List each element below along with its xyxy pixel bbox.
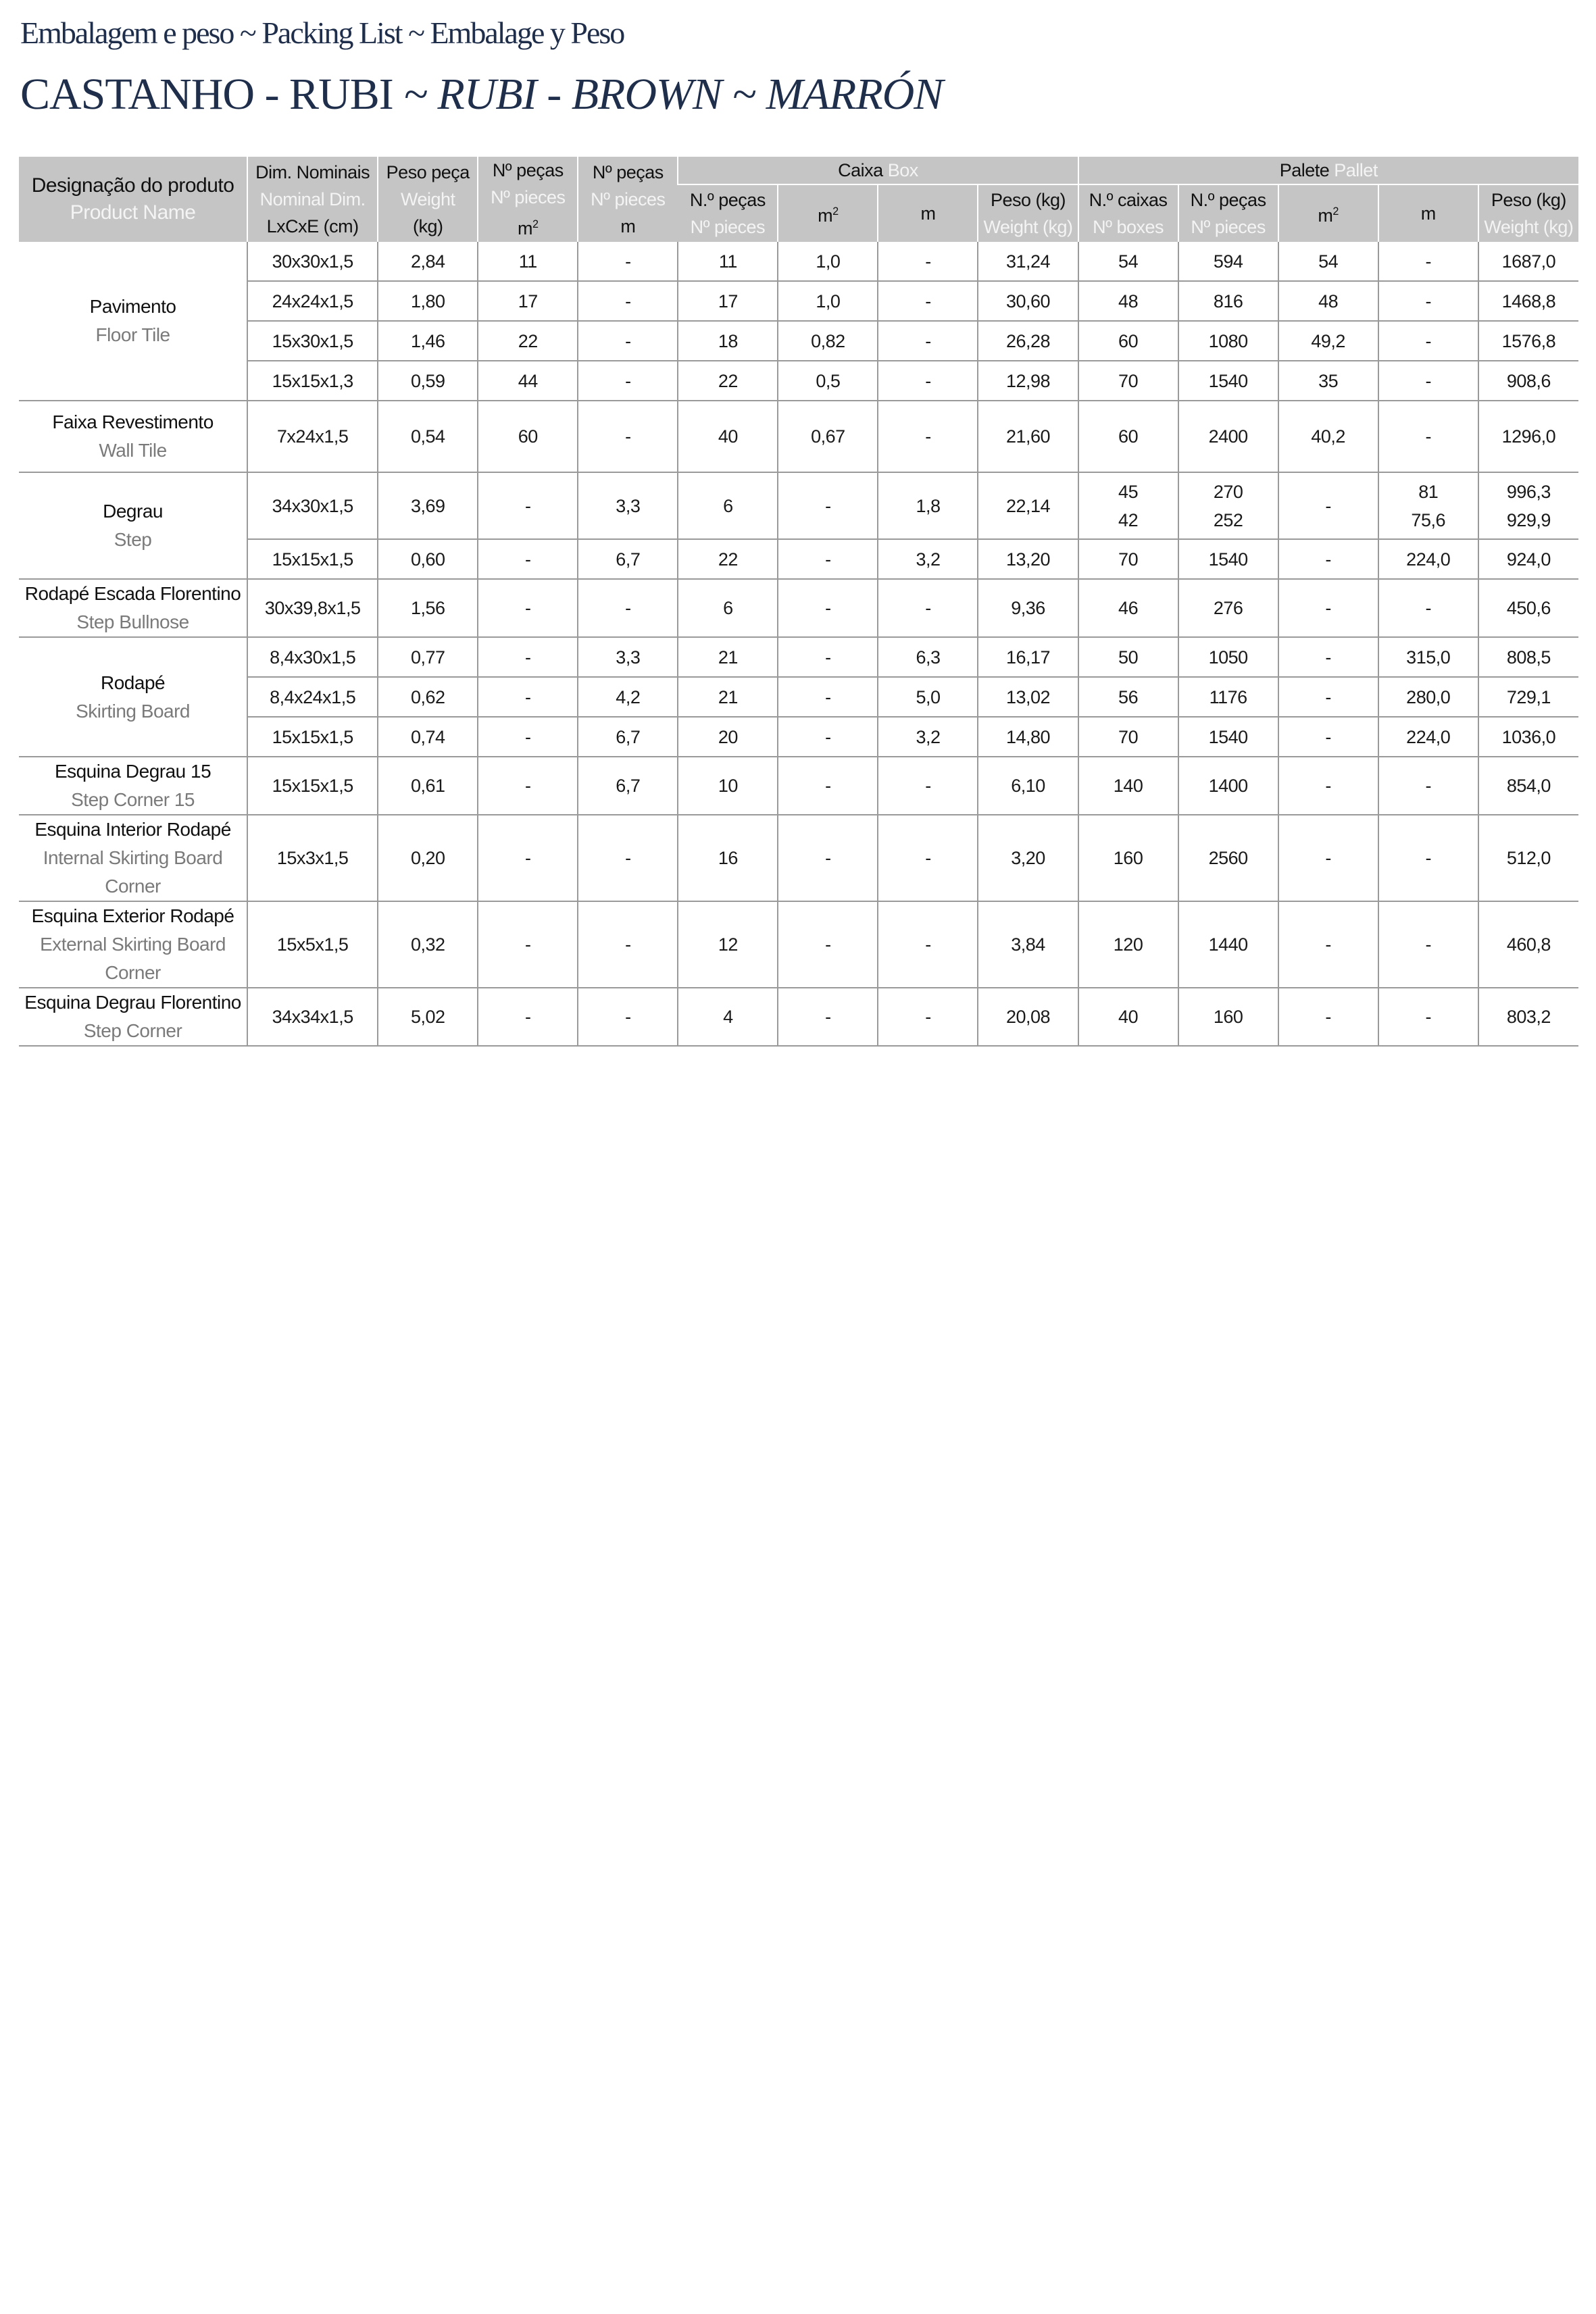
table-row — [19, 472, 1578, 539]
weight-cell: 1,80 — [378, 281, 478, 321]
pieces-m-cell: 3,3 — [578, 472, 678, 539]
pallet-m-cell: - — [1378, 901, 1478, 988]
box-pieces-cell: 22 — [678, 361, 778, 401]
product-name-cell — [19, 401, 247, 472]
table-row — [19, 815, 1578, 901]
pieces-m-cell: 6,7 — [578, 539, 678, 579]
box-pieces-cell: 21 — [678, 677, 778, 717]
box-m-cell: - — [878, 815, 978, 901]
pallet-boxes-cell: 160 — [1078, 815, 1178, 901]
pallet-m-cell: - — [1378, 242, 1478, 281]
table-row — [19, 677, 1578, 717]
weight-cell: 0,74 — [378, 717, 478, 757]
pallet-weight-cell: 808,5 — [1478, 637, 1578, 677]
box-weight-cell: 26,28 — [978, 321, 1078, 361]
table-row — [19, 717, 1578, 757]
pallet-m2-cell: - — [1278, 472, 1378, 539]
cell-value: 996,3 — [1506, 481, 1551, 502]
pallet-m-cell: 280,0 — [1378, 677, 1478, 717]
pallet-boxes-cell — [1078, 472, 1178, 539]
header-box-weight-pt: Peso (kg) — [990, 190, 1066, 210]
box-pieces-cell: 17 — [678, 281, 778, 321]
box-pieces-cell: 10 — [678, 757, 778, 815]
header-pallet-m: m — [1378, 184, 1478, 242]
header-box-m: m — [878, 184, 978, 242]
weight-cell: 3,69 — [378, 472, 478, 539]
box-m2-cell: - — [778, 472, 878, 539]
header-pieces-m-en: Nº pieces — [591, 189, 666, 209]
pallet-pieces-cell: 160 — [1178, 988, 1278, 1046]
pieces-m-cell: 6,7 — [578, 717, 678, 757]
box-m2-cell: 0,82 — [778, 321, 878, 361]
pallet-m2-cell: 40,2 — [1278, 401, 1378, 472]
box-pieces-cell: 12 — [678, 901, 778, 988]
header-pallet-pt: Palete — [1279, 160, 1330, 180]
box-weight-cell: 14,80 — [978, 717, 1078, 757]
header-box-pt: Caixa — [838, 160, 883, 180]
product-name-cell — [19, 757, 247, 815]
pallet-pieces-cell: 816 — [1178, 281, 1278, 321]
box-m2-cell: 0,67 — [778, 401, 878, 472]
header-box-weight — [978, 184, 1078, 242]
cell-value-second: 75,6 — [1411, 509, 1445, 530]
pieces-m2-cell: - — [478, 757, 578, 815]
pallet-m2-cell: - — [1278, 757, 1378, 815]
dim-cell: 15x3x1,5 — [247, 815, 378, 901]
box-pieces-cell: 16 — [678, 815, 778, 901]
header-pieces-m-unit: m — [620, 216, 636, 236]
pallet-m2-cell: 35 — [1278, 361, 1378, 401]
product-name-en: External Skirting Board Corner — [40, 934, 226, 983]
product-name-pt: Faixa Revestimento — [52, 411, 214, 432]
pallet-boxes-cell: 56 — [1078, 677, 1178, 717]
packing-list-table — [19, 157, 1578, 1047]
box-m2-cell: 0,5 — [778, 361, 878, 401]
pallet-boxes-cell: 60 — [1078, 401, 1178, 472]
pallet-boxes-cell: 70 — [1078, 539, 1178, 579]
header-weight-unit: (kg) — [412, 216, 443, 236]
pallet-m-cell: 224,0 — [1378, 539, 1478, 579]
cell-value-second: 42 — [1118, 509, 1139, 530]
header-pallet-boxes — [1078, 184, 1178, 242]
header-pieces-m2 — [478, 157, 578, 242]
dim-cell: 34x34x1,5 — [247, 988, 378, 1046]
box-weight-cell: 16,17 — [978, 637, 1078, 677]
dim-cell: 15x15x1,5 — [247, 717, 378, 757]
product-name-en: Internal Skirting Board Corner — [43, 847, 223, 897]
pieces-m2-cell: 60 — [478, 401, 578, 472]
dim-cell: 15x30x1,5 — [247, 321, 378, 361]
dim-cell: 8,4x24x1,5 — [247, 677, 378, 717]
box-pieces-cell: 20 — [678, 717, 778, 757]
weight-cell: 1,56 — [378, 579, 478, 637]
header-product-name — [19, 157, 247, 242]
table-row — [19, 579, 1578, 637]
header-product-en: Product Name — [70, 201, 196, 224]
product-name-en: Step Corner 15 — [71, 789, 195, 810]
pallet-weight-cell: 854,0 — [1478, 757, 1578, 815]
box-pieces-cell: 18 — [678, 321, 778, 361]
header-pallet-pieces-pt: N.º peças — [1190, 190, 1266, 210]
box-m-cell: - — [878, 757, 978, 815]
cell-value: 45 — [1118, 481, 1139, 502]
pieces-m-cell: - — [578, 321, 678, 361]
product-name-en: Step Corner — [83, 1020, 182, 1041]
box-m-cell: - — [878, 321, 978, 361]
pallet-m-cell: - — [1378, 579, 1478, 637]
pallet-m-cell: - — [1378, 281, 1478, 321]
product-name-pt: Esquina Degrau 15 — [54, 761, 211, 782]
pieces-m-cell: - — [578, 361, 678, 401]
header-pallet-pieces-en: Nº pieces — [1191, 217, 1266, 237]
pallet-pieces-cell: 1400 — [1178, 757, 1278, 815]
pallet-m-cell: - — [1378, 988, 1478, 1046]
pallet-m2-cell: - — [1278, 815, 1378, 901]
box-m-cell: 1,8 — [878, 472, 978, 539]
dim-cell: 15x15x1,5 — [247, 539, 378, 579]
dim-cell: 15x5x1,5 — [247, 901, 378, 988]
product-name-en: Wall Tile — [99, 440, 167, 461]
header-pieces-m — [578, 157, 678, 242]
product-name-cell — [19, 988, 247, 1046]
pallet-weight-cell: 512,0 — [1478, 815, 1578, 901]
product-name-en: Step Bullnose — [76, 611, 189, 632]
pallet-m2-cell: - — [1278, 988, 1378, 1046]
weight-cell: 0,60 — [378, 539, 478, 579]
pallet-m2-cell: - — [1278, 539, 1378, 579]
header-box-weight-en: Weight (kg) — [983, 217, 1073, 237]
box-m2-cell: - — [778, 901, 878, 988]
pallet-boxes-cell: 54 — [1078, 242, 1178, 281]
weight-cell: 1,46 — [378, 321, 478, 361]
header-pieces-m-pt: Nº peças — [592, 162, 664, 182]
header-pieces-m2-unit: $m^2$ — [518, 218, 539, 238]
pieces-m-cell: - — [578, 901, 678, 988]
pieces-m2-cell: - — [478, 717, 578, 757]
header-pallet-weight-en: Weight (kg) — [1484, 217, 1574, 237]
pallet-weight-cell: 908,6 — [1478, 361, 1578, 401]
box-pieces-cell: 22 — [678, 539, 778, 579]
header-pallet-pieces — [1178, 184, 1278, 242]
weight-cell: 0,20 — [378, 815, 478, 901]
product-name-cell — [19, 242, 247, 401]
product-name-en: Step — [114, 529, 152, 550]
weight-cell: 0,32 — [378, 901, 478, 988]
pallet-m-cell: 224,0 — [1378, 717, 1478, 757]
pieces-m-cell: - — [578, 401, 678, 472]
pallet-boxes-cell: 140 — [1078, 757, 1178, 815]
box-weight-cell: 9,36 — [978, 579, 1078, 637]
pieces-m-cell: - — [578, 579, 678, 637]
box-m2-cell: - — [778, 757, 878, 815]
pallet-pieces-cell: 1540 — [1178, 717, 1278, 757]
product-name-cell — [19, 579, 247, 637]
header-box-group — [678, 157, 1078, 184]
box-weight-cell: 22,14 — [978, 472, 1078, 539]
cell-value: 81 — [1418, 481, 1439, 502]
pallet-m2-cell: - — [1278, 637, 1378, 677]
pallet-m-cell: - — [1378, 321, 1478, 361]
weight-cell: 0,59 — [378, 361, 478, 401]
dim-cell: 15x15x1,3 — [247, 361, 378, 401]
pallet-m2-cell: 54 — [1278, 242, 1378, 281]
pallet-m-cell: - — [1378, 815, 1478, 901]
box-m2-cell: 1,0 — [778, 281, 878, 321]
pieces-m2-cell: - — [478, 579, 578, 637]
box-m-cell: - — [878, 242, 978, 281]
box-m-cell: 6,3 — [878, 637, 978, 677]
pieces-m-cell: - — [578, 281, 678, 321]
pieces-m2-cell: 22 — [478, 321, 578, 361]
box-weight-cell: 3,84 — [978, 901, 1078, 988]
pallet-m-cell: 315,0 — [1378, 637, 1478, 677]
box-m-cell: - — [878, 281, 978, 321]
header-box-en: Box — [887, 160, 918, 180]
pallet-weight-cell: 460,8 — [1478, 901, 1578, 988]
header-dim-pt: Dim. Nominais — [255, 162, 370, 182]
pieces-m2-cell: - — [478, 677, 578, 717]
pallet-pieces-cell: 2400 — [1178, 401, 1278, 472]
box-m2-cell: - — [778, 677, 878, 717]
pallet-pieces-cell: 1050 — [1178, 637, 1278, 677]
product-name-cell — [19, 637, 247, 757]
box-pieces-cell: 6 — [678, 579, 778, 637]
pallet-m-cell: - — [1378, 361, 1478, 401]
weight-cell: 0,62 — [378, 677, 478, 717]
product-name-en: Skirting Board — [76, 700, 190, 722]
header-pallet-en: Pallet — [1334, 160, 1378, 180]
pallet-boxes-cell: 48 — [1078, 281, 1178, 321]
pieces-m2-cell: - — [478, 988, 578, 1046]
pallet-weight-cell: 450,6 — [1478, 579, 1578, 637]
table-row — [19, 539, 1578, 579]
box-m-cell: 3,2 — [878, 717, 978, 757]
table-row — [19, 757, 1578, 815]
table-row — [19, 321, 1578, 361]
box-weight-cell: 31,24 — [978, 242, 1078, 281]
header-pallet-weight-pt: Peso (kg) — [1491, 190, 1566, 210]
box-m2-cell: - — [778, 539, 878, 579]
header-weight-pt: Peso peça — [386, 162, 470, 182]
header-dim-unit: LxCxE (cm) — [266, 216, 359, 236]
table-row — [19, 242, 1578, 281]
box-pieces-cell: 21 — [678, 637, 778, 677]
box-pieces-cell: 4 — [678, 988, 778, 1046]
pieces-m2-cell: 17 — [478, 281, 578, 321]
pallet-weight-cell: 1687,0 — [1478, 242, 1578, 281]
box-m-cell: - — [878, 901, 978, 988]
box-m2-cell: - — [778, 579, 878, 637]
weight-cell: 0,54 — [378, 401, 478, 472]
header-pallet-boxes-en: Nº boxes — [1093, 217, 1164, 237]
table-row — [19, 901, 1578, 988]
weight-cell: 0,61 — [378, 757, 478, 815]
box-weight-cell: 3,20 — [978, 815, 1078, 901]
header-pallet-group — [1078, 157, 1578, 184]
pieces-m2-cell: - — [478, 637, 578, 677]
box-m2-cell: - — [778, 717, 878, 757]
pallet-m2-cell: 49,2 — [1278, 321, 1378, 361]
pallet-m2-cell: - — [1278, 901, 1378, 988]
product-name-pt: Degrau — [103, 501, 163, 522]
title-italic: ~ RUBI - BROWN ~ MARRÓN — [403, 70, 943, 119]
pallet-pieces-cell: 2560 — [1178, 815, 1278, 901]
pallet-m2-cell: - — [1278, 579, 1378, 637]
product-name-en: Floor Tile — [95, 324, 170, 345]
pieces-m2-cell: - — [478, 901, 578, 988]
dim-cell: 34x30x1,5 — [247, 472, 378, 539]
pieces-m2-cell: - — [478, 815, 578, 901]
header-box-pieces-pt: N.º peças — [689, 190, 766, 210]
box-pieces-cell: 40 — [678, 401, 778, 472]
box-m-cell: - — [878, 988, 978, 1046]
header-product-pt: Designação do produto — [31, 174, 234, 197]
dim-cell: 30x30x1,5 — [247, 242, 378, 281]
pallet-pieces-cell: 594 — [1178, 242, 1278, 281]
product-name-pt: Rodapé Escada Florentino — [24, 583, 241, 604]
pieces-m2-cell: 44 — [478, 361, 578, 401]
pallet-weight-cell — [1478, 472, 1578, 539]
header-pallet-m2: $m^2$ — [1278, 184, 1378, 242]
box-weight-cell: 13,20 — [978, 539, 1078, 579]
table-row — [19, 401, 1578, 472]
header-weight — [378, 157, 478, 242]
pallet-weight-cell: 729,1 — [1478, 677, 1578, 717]
header-pallet-boxes-pt: N.º caixas — [1089, 190, 1168, 210]
header-box-pieces-en: Nº pieces — [690, 217, 766, 237]
pieces-m2-cell: - — [478, 472, 578, 539]
document-subtitle: Embalagem e peso ~ Packing List ~ Embalage y Peso — [20, 16, 624, 50]
table-row — [19, 988, 1578, 1046]
header-pallet-weight — [1478, 184, 1578, 242]
pallet-pieces-cell: 1540 — [1178, 539, 1278, 579]
product-name-pt: Rodapé — [101, 672, 166, 693]
pallet-weight-cell: 1036,0 — [1478, 717, 1578, 757]
pallet-boxes-cell: 120 — [1078, 901, 1178, 988]
box-m-cell: 3,2 — [878, 539, 978, 579]
pallet-pieces-cell: 1080 — [1178, 321, 1278, 361]
table-row — [19, 361, 1578, 401]
box-pieces-cell: 11 — [678, 242, 778, 281]
header-dim — [247, 157, 378, 242]
header-weight-en: Weight — [400, 189, 455, 209]
table-row — [19, 637, 1578, 677]
pieces-m-cell: 6,7 — [578, 757, 678, 815]
product-name-pt: Esquina Exterior Rodapé — [31, 905, 234, 926]
weight-cell: 5,02 — [378, 988, 478, 1046]
pallet-m-cell: - — [1378, 757, 1478, 815]
box-m2-cell: - — [778, 637, 878, 677]
dim-cell: 8,4x30x1,5 — [247, 637, 378, 677]
dim-cell: 15x15x1,5 — [247, 757, 378, 815]
cell-value: 270 — [1213, 481, 1243, 502]
dim-cell: 30x39,8x1,5 — [247, 579, 378, 637]
dim-cell: 24x24x1,5 — [247, 281, 378, 321]
header-dim-en: Nominal Dim. — [259, 189, 366, 209]
cell-value-second: 252 — [1213, 509, 1243, 530]
box-pieces-cell: 6 — [678, 472, 778, 539]
pallet-m2-cell: - — [1278, 677, 1378, 717]
pallet-m2-cell: 48 — [1278, 281, 1378, 321]
product-name-pt: Pavimento — [89, 296, 176, 317]
pallet-weight-cell: 1576,8 — [1478, 321, 1578, 361]
header-pieces-m2-en: Nº pieces — [491, 187, 566, 207]
pallet-boxes-cell: 40 — [1078, 988, 1178, 1046]
pallet-boxes-cell: 60 — [1078, 321, 1178, 361]
box-m2-cell: 1,0 — [778, 242, 878, 281]
header-pieces-m2-pt: Nº peças — [492, 160, 564, 180]
box-m-cell: - — [878, 579, 978, 637]
pallet-pieces-cell — [1178, 472, 1278, 539]
pieces-m-cell: - — [578, 242, 678, 281]
pieces-m2-cell: 11 — [478, 242, 578, 281]
pieces-m-cell: - — [578, 988, 678, 1046]
box-weight-cell: 21,60 — [978, 401, 1078, 472]
pieces-m-cell: 3,3 — [578, 637, 678, 677]
box-weight-cell: 6,10 — [978, 757, 1078, 815]
box-m2-cell: - — [778, 815, 878, 901]
cell-value-second: 929,9 — [1506, 509, 1551, 530]
pieces-m-cell: 4,2 — [578, 677, 678, 717]
pallet-pieces-cell: 1176 — [1178, 677, 1278, 717]
pallet-weight-cell: 803,2 — [1478, 988, 1578, 1046]
pallet-pieces-cell: 1440 — [1178, 901, 1278, 988]
pallet-m-cell — [1378, 472, 1478, 539]
box-m-cell: - — [878, 361, 978, 401]
pallet-boxes-cell: 50 — [1078, 637, 1178, 677]
title-main: CASTANHO - RUBI — [20, 70, 404, 119]
product-name-pt: Esquina Degrau Florentino — [24, 992, 241, 1013]
table-row — [19, 281, 1578, 321]
pieces-m-cell: - — [578, 815, 678, 901]
weight-cell: 0,77 — [378, 637, 478, 677]
pallet-weight-cell: 1468,8 — [1478, 281, 1578, 321]
header-box-pieces — [678, 184, 778, 242]
product-name-pt: Esquina Interior Rodapé — [34, 819, 231, 840]
box-weight-cell: 13,02 — [978, 677, 1078, 717]
box-weight-cell: 20,08 — [978, 988, 1078, 1046]
pallet-boxes-cell: 70 — [1078, 361, 1178, 401]
box-weight-cell: 30,60 — [978, 281, 1078, 321]
box-m-cell: 5,0 — [878, 677, 978, 717]
pallet-weight-cell: 1296,0 — [1478, 401, 1578, 472]
box-m2-cell: - — [778, 988, 878, 1046]
pallet-boxes-cell: 46 — [1078, 579, 1178, 637]
pallet-boxes-cell: 70 — [1078, 717, 1178, 757]
pallet-m-cell: - — [1378, 401, 1478, 472]
pallet-weight-cell: 924,0 — [1478, 539, 1578, 579]
pallet-pieces-cell: 1540 — [1178, 361, 1278, 401]
pieces-m2-cell: - — [478, 539, 578, 579]
document-title — [20, 69, 943, 120]
header-box-m2: $m^2$ — [778, 184, 878, 242]
table-body — [19, 242, 1578, 1046]
pallet-m2-cell: - — [1278, 717, 1378, 757]
weight-cell: 2,84 — [378, 242, 478, 281]
product-name-cell — [19, 472, 247, 579]
box-weight-cell: 12,98 — [978, 361, 1078, 401]
box-m-cell: - — [878, 401, 978, 472]
pallet-pieces-cell: 276 — [1178, 579, 1278, 637]
product-name-cell — [19, 901, 247, 988]
dim-cell: 7x24x1,5 — [247, 401, 378, 472]
product-name-cell — [19, 815, 247, 901]
